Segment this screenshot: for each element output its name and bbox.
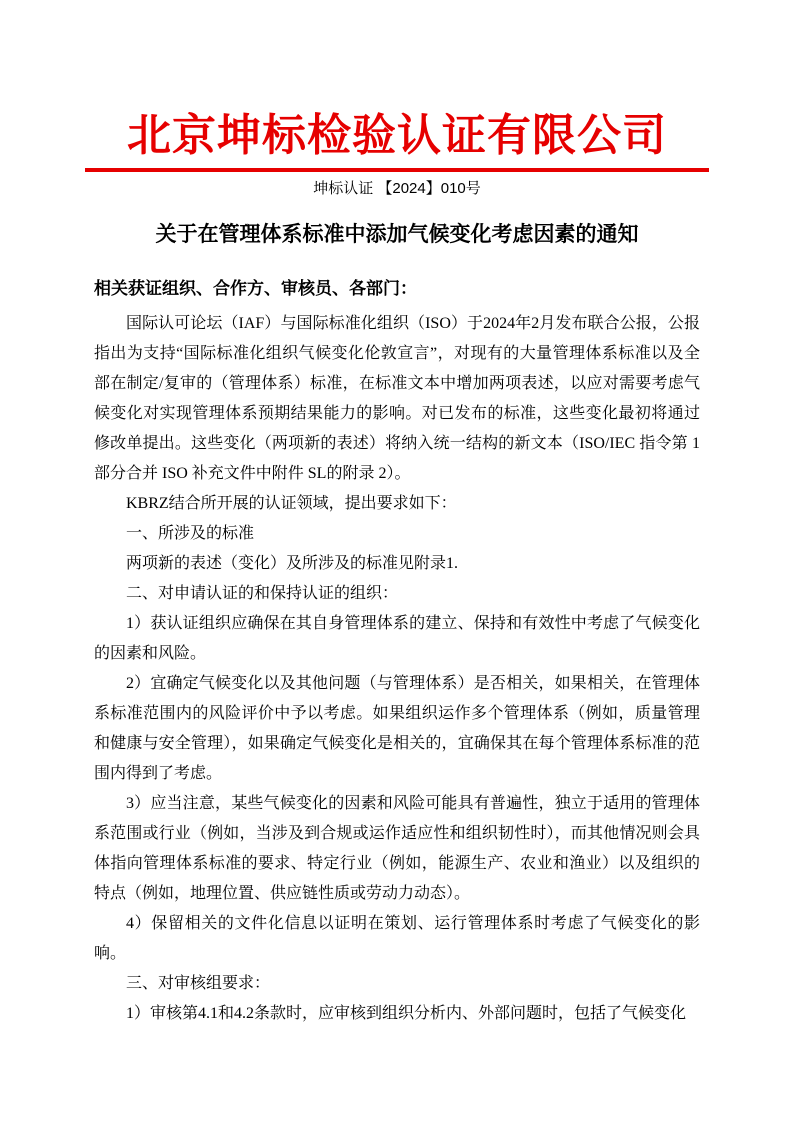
doc-number: 坤标认证 【2024】010号 bbox=[313, 180, 481, 197]
letterhead-divider bbox=[85, 168, 709, 172]
paragraph: KBRZ结合所开展的认证领域，提出要求如下： bbox=[126, 495, 457, 512]
paragraph: 国际认可论坛（IAF）与国际标准化组织（ISO）于2024年2月发布联合公报，公报指出为支持“国际标准化组织气候变化伦敦宣言”，对现有的大量管理体系标准以及全部在制定/复审的（管理体系）标准，在标准文本中增加两项表述，以应对需要考虑气候变化对实现管理体系预期结果能力的影响。对已发布的标准，这些变化最初将通过修改单提出。这些变化（两项新的表述）将纳入统一结构的新文本（ISO/IEC 指令第 1 部分合并 ISO 补充文件中附件 SL的附录 2）。 bbox=[94, 315, 700, 482]
paragraph: 1）审核第4.1和4.2条款时，应审核到组织分析内、外部问题时，包括了气候变化 bbox=[126, 1005, 687, 1022]
letterhead bbox=[94, 108, 700, 199]
paragraph: 两项新的表述（变化）及所涉及的标准见附录1. bbox=[126, 555, 459, 572]
paragraph: 二、对申请认证的和保持认证的组织： bbox=[126, 585, 399, 602]
salutation: 相关获证组织、合作方、审核员、各部门： bbox=[94, 279, 417, 298]
notice-title: 关于在管理体系标准中添加气候变化考虑因素的通知 bbox=[155, 223, 639, 246]
paragraph: 三、对审核组要求： bbox=[126, 975, 271, 992]
paragraph: 1）获认证组织应确保在其自身管理体系的建立、保持和有效性中考虑了气候变化的因素和风险。 bbox=[94, 615, 700, 662]
company-name: 北京坤标检验认证有限公司 bbox=[127, 111, 667, 160]
paragraph: 3）应当注意，某些气候变化的因素和风险可能具有普遍性，独立于适用的管理体系范围或行业（例如，当涉及到合规或运作适应性和组织韧性时），而其他情况则会具体指向管理体系标准的要求、特定行业（例如，能源生产、农业和渔业）以及组织的特点（例如，地理位置、供应链性质或劳动力动态）。 bbox=[94, 795, 700, 902]
paragraph: 2）宜确定气候变化以及其他问题（与管理体系）是否相关，如果相关，在管理体系标准范围内的风险评价中予以考虑。如果组织运作多个管理体系（例如，质量管理和健康与安全管理），如果确定气候变化是相关的，宜确保其在每个管理体系标准的范围内得到了考虑。 bbox=[94, 675, 700, 782]
paragraph: 一、所涉及的标准 bbox=[126, 525, 255, 542]
document-body bbox=[94, 309, 700, 1029]
paragraph: 4）保留相关的文件化信息以证明在策划、运行管理体系时考虑了气候变化的影响。 bbox=[94, 915, 700, 962]
